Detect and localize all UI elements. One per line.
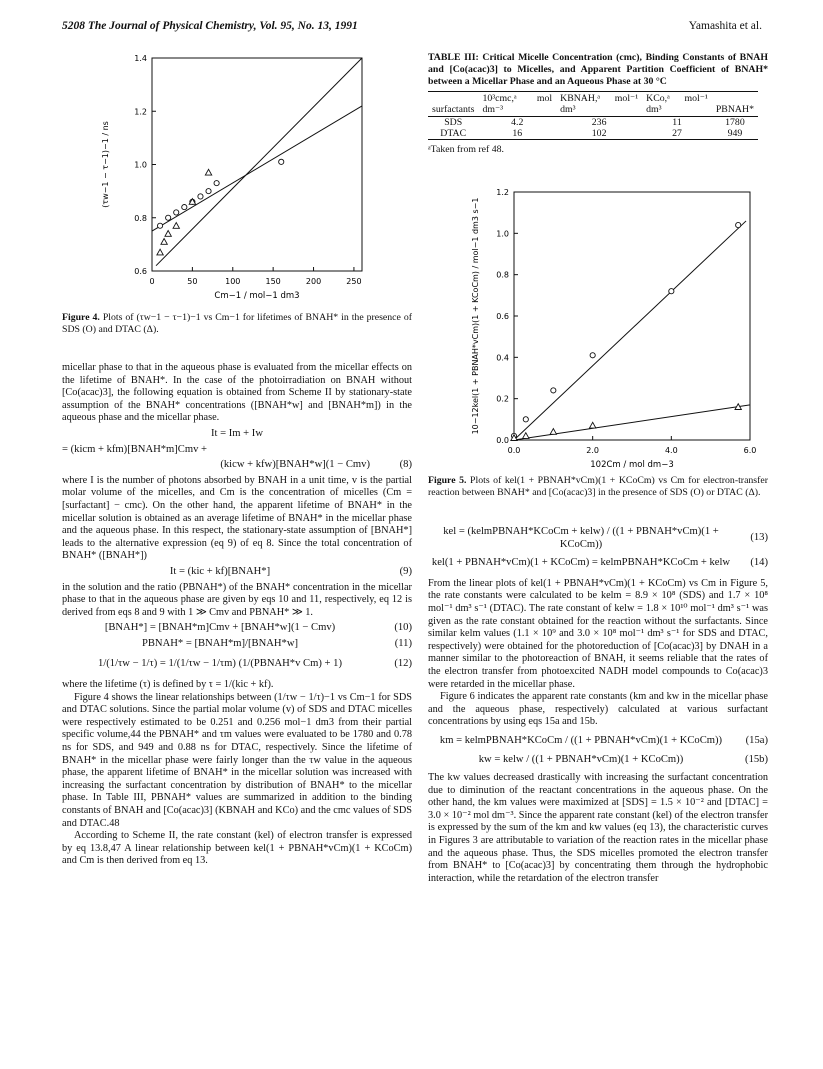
equation-14: kel(1 + PBNAH*vCm)(1 + KCoCm) = kelmPBNAH*KCoCm + kelw (14)	[431, 557, 768, 569]
data-point-sds	[182, 205, 187, 210]
figure-5-label: Figure 5.	[428, 475, 467, 486]
data-point-sds	[214, 181, 219, 186]
running-header	[62, 20, 762, 40]
table-3-footnote: ᵃTaken from ref 48.	[428, 144, 504, 155]
table-3-grid	[428, 91, 758, 140]
data-point-dtac	[165, 231, 171, 237]
paragraph: The kw values decreased drastically with increasing the surfactant concentration due to diminution of the reactant concentrations in the aqueous phase. On the other hand, the km values were maximized at [SDS] = 1.5 × 10⁻² and [DTAC] = 3.0 × 10⁻² mol dm⁻³. Since the apparent rate constant (kel) of the electron transfer is expressed by the sum of the km and kw values (eq 13), the characteristic curves in Figures 3 are attributable to variation of the reaction rates in the micellar phase and the aqueous phase. Thus, the SDS micelles promoted the electron transfer from BNAH* to [Co(acac)3] by concentrating them through the hydrophobic interaction, while the retardation of the electron transfer	[428, 772, 768, 884]
data-point-sds	[523, 417, 528, 422]
author-header: Yamashita et al.	[688, 20, 762, 32]
paragraph: in the solution and the ratio (PBNAH*) of the BNAH* concentration in the micellar phase to that in the aqueous phase are given by eqs 10 and 11, respectively, eq 12 is derived from eqs 8 and 9 with 1 ≫ Cmv and PBNAH* ≫ 1.	[62, 581, 412, 618]
x-tick-label: 150	[265, 277, 281, 286]
x-tick-label: 4.0	[664, 446, 678, 455]
figure-4-label: Figure 4.	[62, 312, 100, 323]
y-tick-label: 1.2	[496, 188, 509, 197]
table-header: surfactants	[432, 104, 475, 115]
y-axis-label: (τw−1 − τ−1)−1 / ns	[101, 121, 110, 208]
data-point-dtac	[205, 169, 211, 175]
data-point-dtac	[173, 223, 179, 229]
figure-4-chart	[62, 44, 412, 310]
equation-13: kel = (kelmPBNAH*KCoCm + kelw) / ((1 + PBNAH*vCm)(1 + KCoCm)) (13)	[443, 526, 768, 550]
y-tick-label: 1.0	[134, 160, 147, 170]
data-point-sds	[174, 210, 179, 215]
data-point-sds	[736, 222, 741, 227]
equation-8: (kicw + kfw)[BNAH*w](1 − Cmv) (8)	[220, 459, 412, 471]
table-header: KBNAH,ᵃ mol⁻¹ dm³	[560, 93, 639, 115]
table-header: KCo,ᵃ mol⁻¹ dm³	[646, 93, 708, 115]
paragraph: Figure 6 indicates the apparent rate constants (km and kw in the micellar phase and the aqueous phase, respectively) calculated at various surfactant concentrations by using eqs 15a and 15b.	[428, 691, 768, 728]
fit-line-sds	[514, 221, 746, 440]
x-tick-label: 0	[149, 277, 155, 286]
paragraph: where I is the number of photons absorbed by BNAH in a unit time, v is the partial molar volume of the micelles, and Cm is the concentration of micelles (Cm = [surfactant] − cmc). On the other hand, the apparent lifetime of BNAH* in the micellar solution is obtained as an average lifetime of BNAH* in the micellar phase and the aqueous phase. In this respect, the stationary-state assumption of [BNAH*] leads to the alternative expression (eq 9) of eq 8. Since the total concentration of BNAH* ([BNAH*])	[62, 474, 412, 562]
paragraph: According to Scheme II, the rate constant (kel) of electron transfer is expressed by eq 13.8,47 A linear relationship between kel(1 + PBNAH*vCm)(1 + KCoCm) and Cm is then derived from eq 13.	[62, 830, 412, 867]
figure-4-caption-text: Plots of (τw−1 − τ−1)−1 vs Cm−1 for lifetimes of BNAH* in the presence of SDS (O) and DTAC (Δ).	[62, 312, 412, 335]
data-point-dtac	[157, 249, 163, 255]
y-tick-label: 0.8	[134, 213, 147, 223]
equation-15b: kw = kelw / ((1 + PBNAH*vCm)(1 + KCoCm)) (15b)	[478, 753, 768, 765]
data-point-sds	[669, 289, 674, 294]
table-row: SDS 4.2 236 11 1780	[444, 117, 745, 128]
data-point-dtac	[523, 433, 529, 439]
y-tick-label: 1.2	[134, 107, 147, 117]
figure-5-caption	[428, 475, 768, 499]
y-tick-label: 1.4	[134, 54, 147, 63]
equation-12: 1/(1/τw − 1/τ) = 1/(1/τw − 1/τm) (1/(PBNAH*v Cm) + 1) (12)	[98, 658, 412, 670]
equation-9: It = (kic + kf)[BNAH*] (9)	[169, 565, 412, 577]
x-tick-label: 2.0	[586, 446, 600, 455]
table-header: PBNAH*	[715, 104, 754, 115]
data-point-dtac	[589, 422, 595, 428]
paragraph: where the lifetime (τ) is defined by τ = 1/(kic + kf).	[62, 679, 274, 691]
table-header: 10³cmc,ᵃ mol dm⁻³	[482, 93, 553, 115]
data-point-sds	[206, 189, 211, 194]
y-tick-label: 0.6	[134, 267, 147, 276]
figure-4-caption	[62, 312, 412, 336]
data-point-sds	[198, 194, 203, 199]
y-tick-label: 0.0	[496, 436, 509, 445]
x-tick-label: 0.0	[507, 446, 521, 455]
right-column-text	[428, 522, 768, 885]
y-tick-label: 0.8	[496, 270, 509, 280]
equation-15a: km = kelmPBNAH*KCoCm / ((1 + PBNAH*vCm)(1 + KCoCm)) (15a)	[439, 734, 768, 746]
x-tick-label: 6.0	[743, 446, 757, 455]
x-tick-label: 250	[346, 277, 362, 286]
x-tick-label: 50	[187, 277, 198, 286]
table-row: DTAC 16 102 27 949	[428, 128, 758, 140]
x-tick-label: 100	[225, 277, 241, 286]
x-axis-label: 102Cm / mol dm−3	[590, 460, 674, 470]
paragraph: Figure 4 shows the linear relationships between (1/τw − 1/τ)−1 vs Cm−1 for SDS and DTAC solutions. Since the partial molar volume (v) of SDS and DTAC micelles were respectively estimated to be 0.251 and 0.256 mol−1 dm3 from their partial specific volume,44 the PBNAH* and τm values were evaluated to be 1780 and 0.78 ns for SDS, and 949 and 0.88 ns for DTAC, respectively. Since the lifetime of BNAH* in the micellar phase were fairly longer than the τw value in the aqueous phase, the apparent lifetime of BNAH* in the micellar solution was increased with increasing the surfactant concentration by distribution of BNAH* to the micellar phase. In Table III, PBNAH* values are summarized in addition to the binding constants of BNAH and [Co(acac)3] (KBNAH and KCo) and the cmc values of SDS and DTAC.48	[62, 691, 412, 829]
y-axis-label: 10−12kel(1 + PBNAH*vCm)(1 + KCoCm) / mol−1 dm3 s−1	[471, 197, 480, 435]
data-point-sds	[157, 223, 162, 228]
y-tick-label: 1.0	[496, 229, 509, 239]
paragraph: From the linear plots of kel(1 + PBNAH*vCm)(1 + KCoCm) vs Cm in Figure 5, the rate constants were calculated to be kelm = 8.9 × 10⁸ (SDS) and 1.7 × 10⁸ mol⁻¹ dm³ s⁻¹ (DTAC). The rate constant of kelw = 1.8 × 10¹⁰ mol⁻¹ dm³ s⁻¹ was given as the rate constant obtained for the reaction without the surfactants. Since similar kelm values (1.1 × 10⁹ and 3.0 × 10⁸ mol⁻¹ dm³ s⁻¹ for SDS and DTAC, respectively) were obtained for the photoreduction of [Co(acac)3] by DNAH in a manner similar to the photoreaction of BNAH, it seems reliable that the rates of the electron transfer from photoexcited NADH model compounds to Co(acac)3 were retarded in the micellar phase.	[428, 577, 768, 690]
figure-5-caption-text: Plots of kel(1 + PBNAH*vCm)(1 + KCoCm) vs Cm for electron-transfer reaction between BNAH* and [Co(acac)3] in the presence of SDS (O) or DTAC (Δ).	[428, 475, 768, 498]
journal-citation: 5208 The Journal of Physical Chemistry, Vol. 95, No. 13, 1991	[62, 20, 358, 32]
fit-line-sds	[152, 106, 362, 231]
data-point-sds	[551, 388, 556, 393]
equation-10: [BNAH*] = [BNAH*m]Cmv + [BNAH*w](1 − Cmv) (10)	[104, 622, 412, 634]
data-point-sds	[279, 159, 284, 164]
figure-5-chart	[470, 184, 770, 474]
table-3-title: TABLE III: Critical Micelle Concentration (cmc), Binding Constants of BNAH and [Co(acac)3] to Micelles, and Apparent Partition Coefficient of BNAH* between a Micellar Phase and an Aqueous Phase at 30 °C	[428, 52, 768, 87]
data-point-dtac	[550, 429, 556, 435]
plot-frame	[514, 192, 750, 440]
data-point-sds	[166, 215, 171, 220]
paragraph: micellar phase to that in the aqueous phase is evaluated from the micellar effects on the lifetime of BNAH*. In the case of the photoirradiation on BNAH without [Co(acac)3], the following equation is obtained from Scheme II by stationary-state assumption of the BNAH* concentrations ([BNAH*w] and [BNAH*m]) in the aqueous phase and the micellar phase.	[62, 362, 412, 424]
y-tick-label: 0.2	[496, 394, 509, 404]
equation-it: It = Im + Iw	[211, 427, 263, 439]
x-tick-label: 200	[305, 277, 322, 286]
equation-11: PBNAH* = [BNAH*m]/[BNAH*w] (11)	[141, 637, 412, 649]
equation-8-line1: = (kicm + kfm)[BNAH*m]Cmv +	[62, 443, 208, 455]
fit-line-dtac	[156, 58, 362, 266]
x-axis-label: Cm−1 / mol−1 dm3	[214, 291, 300, 301]
y-tick-label: 0.4	[496, 353, 509, 363]
left-column-text	[62, 362, 412, 868]
y-tick-label: 0.6	[496, 312, 509, 321]
data-point-sds	[590, 353, 595, 358]
table-3	[428, 52, 768, 156]
data-point-dtac	[161, 239, 167, 245]
